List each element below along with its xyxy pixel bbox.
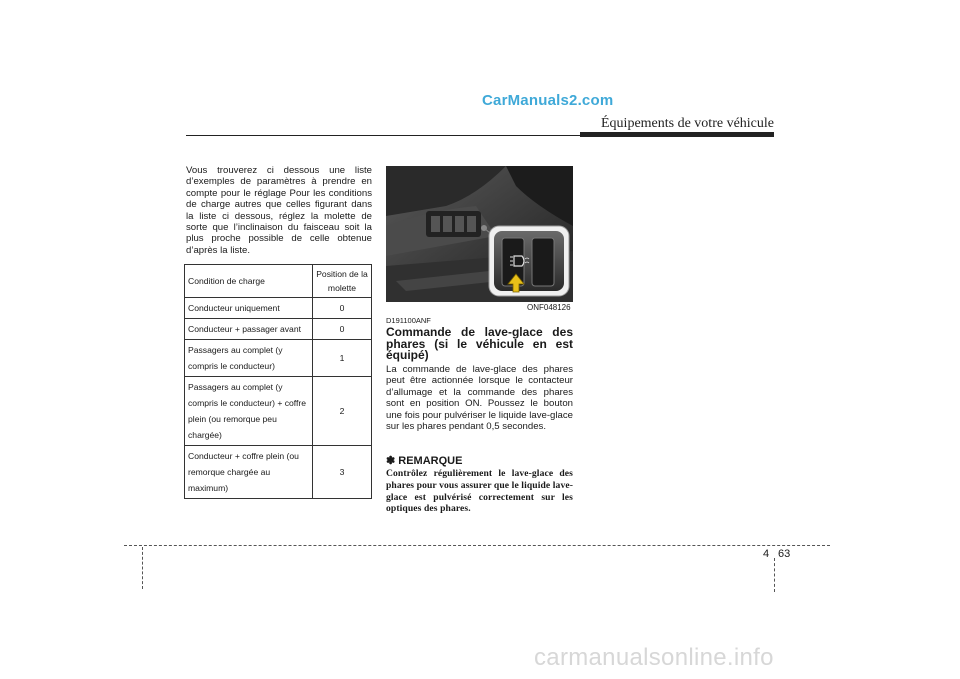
table-row (185, 340, 372, 377)
crop-mark-left (142, 547, 143, 589)
footer-rule (124, 545, 830, 546)
row-value: 2 (313, 377, 372, 446)
note-title: ✽ REMARQUE (386, 455, 463, 467)
note-text: Contrôlez régulièrement le lave-glace des phares pour vous assurer que le liquide lave-glace est pulvérisé correctement sur les optiques des phares. (386, 468, 573, 515)
table-row (185, 319, 372, 340)
watermark-bottom[interactable]: carmanualsonline.info (534, 644, 774, 671)
page-number: 63 (778, 548, 791, 560)
body-paragraph: La commande de lave-glace des phares peut être actionnée lorsque le contacteur d’allumage et la commande des phares sont en position ON. Poussez le bouton une fois pour pulvériser le liquide lave-glace sur les phares pendant 0,5 secondes. (386, 364, 573, 433)
table-row (185, 377, 372, 446)
intro-paragraph: Vous trouverez ci dessous une liste d’exemples de paramètres à prendre en compte pour le réglage Pour les conditions de charge autres que celles figurant dans la liste ci dessous, réglez la molette de sorte que l’inclinaison du faisceau soit la plus proche possible de celle obtenue d’après la liste. (186, 165, 372, 256)
row-value: 3 (313, 446, 372, 499)
row-value: 0 (313, 319, 372, 340)
watermark-top[interactable]: CarManuals2.com (482, 92, 614, 109)
row-condition: Passagers au complet (y compris le conducteur) (185, 340, 313, 377)
headlamp-washer-photo (386, 166, 573, 302)
dashboard-illustration (386, 166, 573, 302)
row-condition: Conducteur uniquement (185, 298, 313, 319)
row-condition: Passagers au complet (y compris le conducteur) + coffre plein (ou remorque peu chargée) (185, 377, 313, 446)
page-chapter: 4 (763, 548, 770, 560)
figure-caption: ONF048126 (527, 303, 571, 312)
section-heading: Commande de lave-glace des phares (si le véhicule en est équipé) (386, 325, 573, 362)
header-condition: Condition de charge (185, 265, 313, 298)
row-value: 1 (313, 340, 372, 377)
table-row (185, 446, 372, 499)
section-title: Équipements de votre véhicule (601, 116, 774, 131)
header-position: Position de la molette (313, 265, 372, 298)
section-code: D191100ANF (386, 316, 431, 325)
table-header-row (185, 265, 372, 298)
crop-mark-right (774, 558, 775, 592)
row-value: 0 (313, 298, 372, 319)
load-condition-table (184, 264, 372, 499)
row-condition: Conducteur + passager avant (185, 319, 313, 340)
header-rule-thick (580, 132, 774, 137)
row-condition: Conducteur + coffre plein (ou remorque chargée au maximum) (185, 446, 313, 499)
table-row (185, 298, 372, 319)
